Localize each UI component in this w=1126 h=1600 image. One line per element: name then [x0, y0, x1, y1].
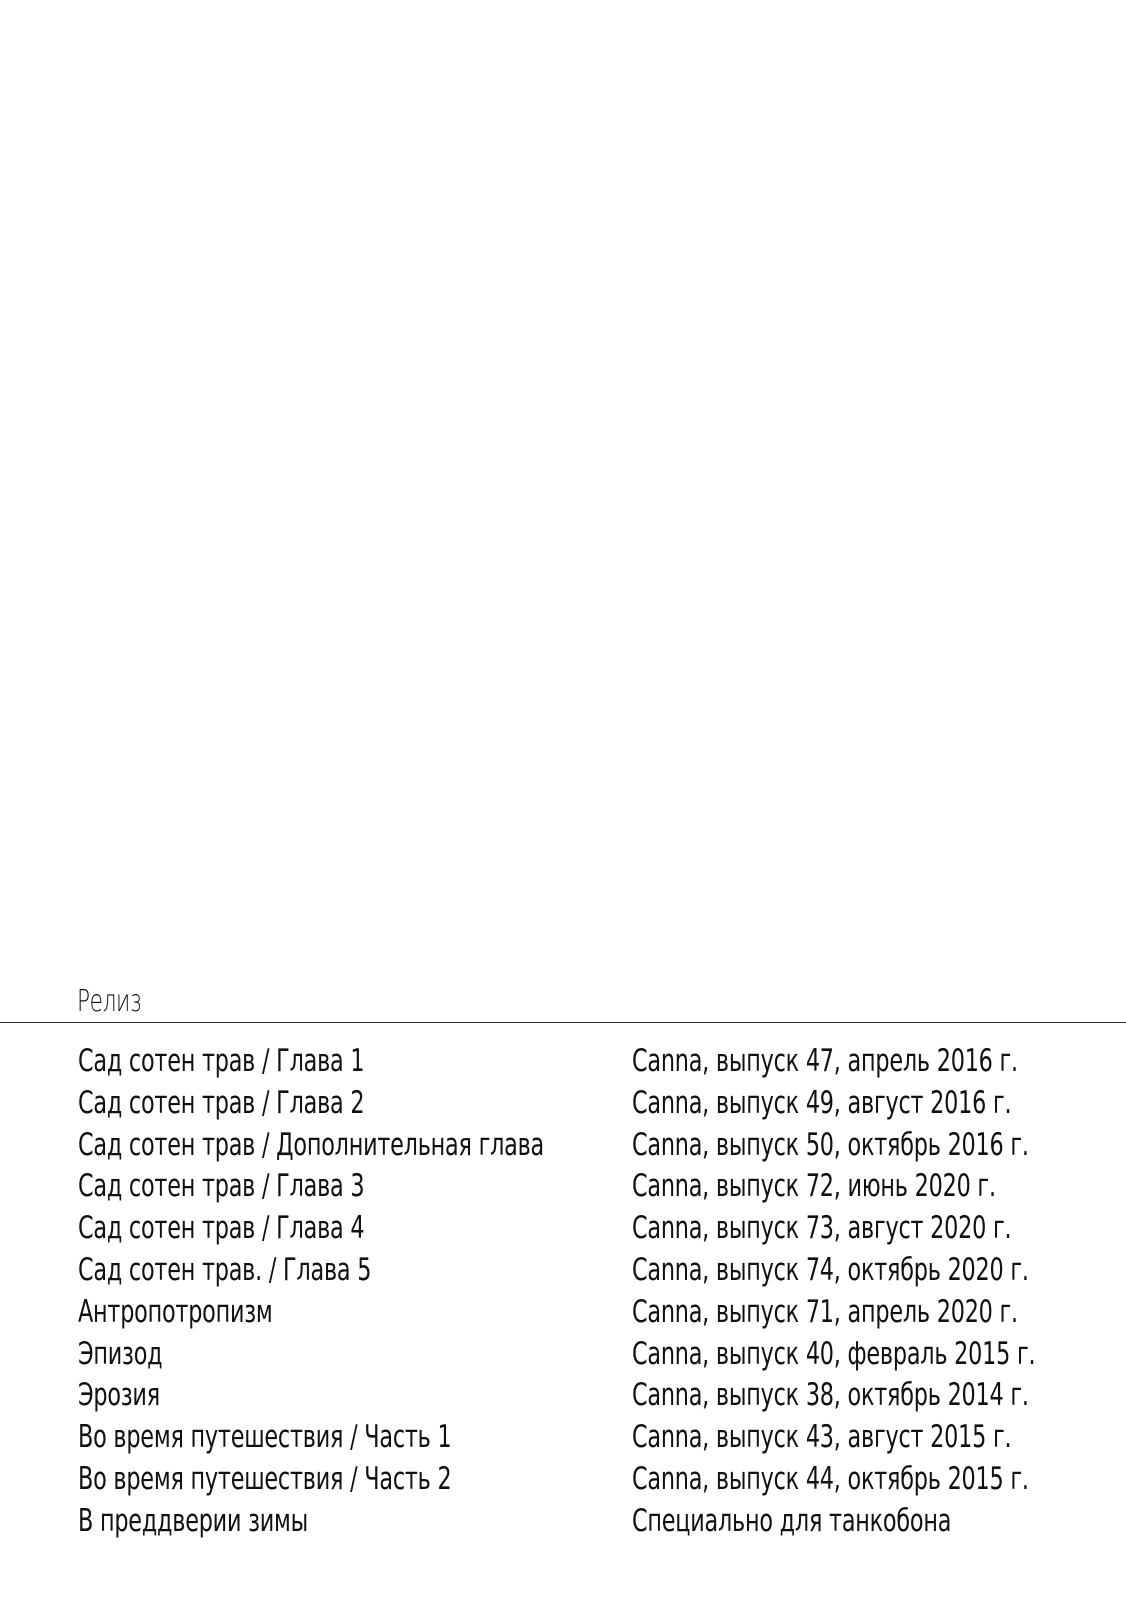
publication-info: Canna, выпуск 50, октябрь 2016 г.: [632, 1126, 1029, 1163]
chapter-title: Сад сотен трав / Глава 4: [78, 1210, 365, 1247]
chapter-title: Эпизод: [78, 1335, 163, 1372]
publication-info: Canna, выпуск 49, август 2016 г.: [632, 1084, 1012, 1121]
release-list: [0, 1041, 1126, 1543]
chapter-title: Сад сотен трав. / Глава 5: [78, 1251, 372, 1288]
list-item: [0, 1334, 1126, 1376]
list-item: [0, 1083, 1126, 1125]
list-item: [0, 1041, 1126, 1083]
heading-divider: [0, 1022, 1126, 1023]
publication-info: Canna, выпуск 74, октябрь 2020 г.: [632, 1251, 1029, 1288]
chapter-title: Сад сотен трав / Дополнительная глава: [78, 1126, 545, 1163]
chapter-title: Сад сотен трав / Глава 2: [78, 1084, 365, 1121]
publication-info: Canna, выпуск 44, октябрь 2015 г.: [632, 1460, 1029, 1497]
chapter-title: Антропотропизм: [78, 1293, 273, 1330]
list-item: [0, 1250, 1126, 1292]
publication-info: Canna, выпуск 40, февраль 2015 г.: [632, 1335, 1036, 1372]
publication-info: Canna, выпуск 38, октябрь 2014 г.: [632, 1377, 1029, 1414]
list-item: [0, 1166, 1126, 1208]
publication-info: Canna, выпуск 73, август 2020 г.: [632, 1210, 1012, 1247]
list-item: [0, 1375, 1126, 1417]
chapter-title: Сад сотен трав / Глава 1: [78, 1043, 365, 1079]
publication-info: Canna, выпуск 71, апрель 2020 г.: [632, 1293, 1018, 1330]
list-item: [0, 1125, 1126, 1167]
list-item: [0, 1501, 1126, 1543]
release-heading: Релиз: [77, 984, 142, 1019]
publication-info: Canna, выпуск 72, июнь 2020 г.: [632, 1168, 996, 1205]
chapter-title: В преддверии зимы: [78, 1502, 309, 1539]
list-item: [0, 1208, 1126, 1250]
publication-info: Canna, выпуск 43, август 2015 г.: [632, 1419, 1012, 1456]
chapter-title: Во время путешествия / Часть 1: [78, 1419, 452, 1456]
list-item: [0, 1459, 1126, 1501]
publication-info: Canna, выпуск 47, апрель 2016 г.: [632, 1043, 1018, 1079]
chapter-title: Во время путешествия / Часть 2: [78, 1460, 452, 1497]
list-item: [0, 1292, 1126, 1334]
publication-info: Специально для танкобона: [632, 1502, 952, 1539]
list-item: [0, 1417, 1126, 1459]
chapter-title: Сад сотен трав / Глава 3: [78, 1168, 365, 1205]
chapter-title: Эрозия: [78, 1377, 160, 1414]
